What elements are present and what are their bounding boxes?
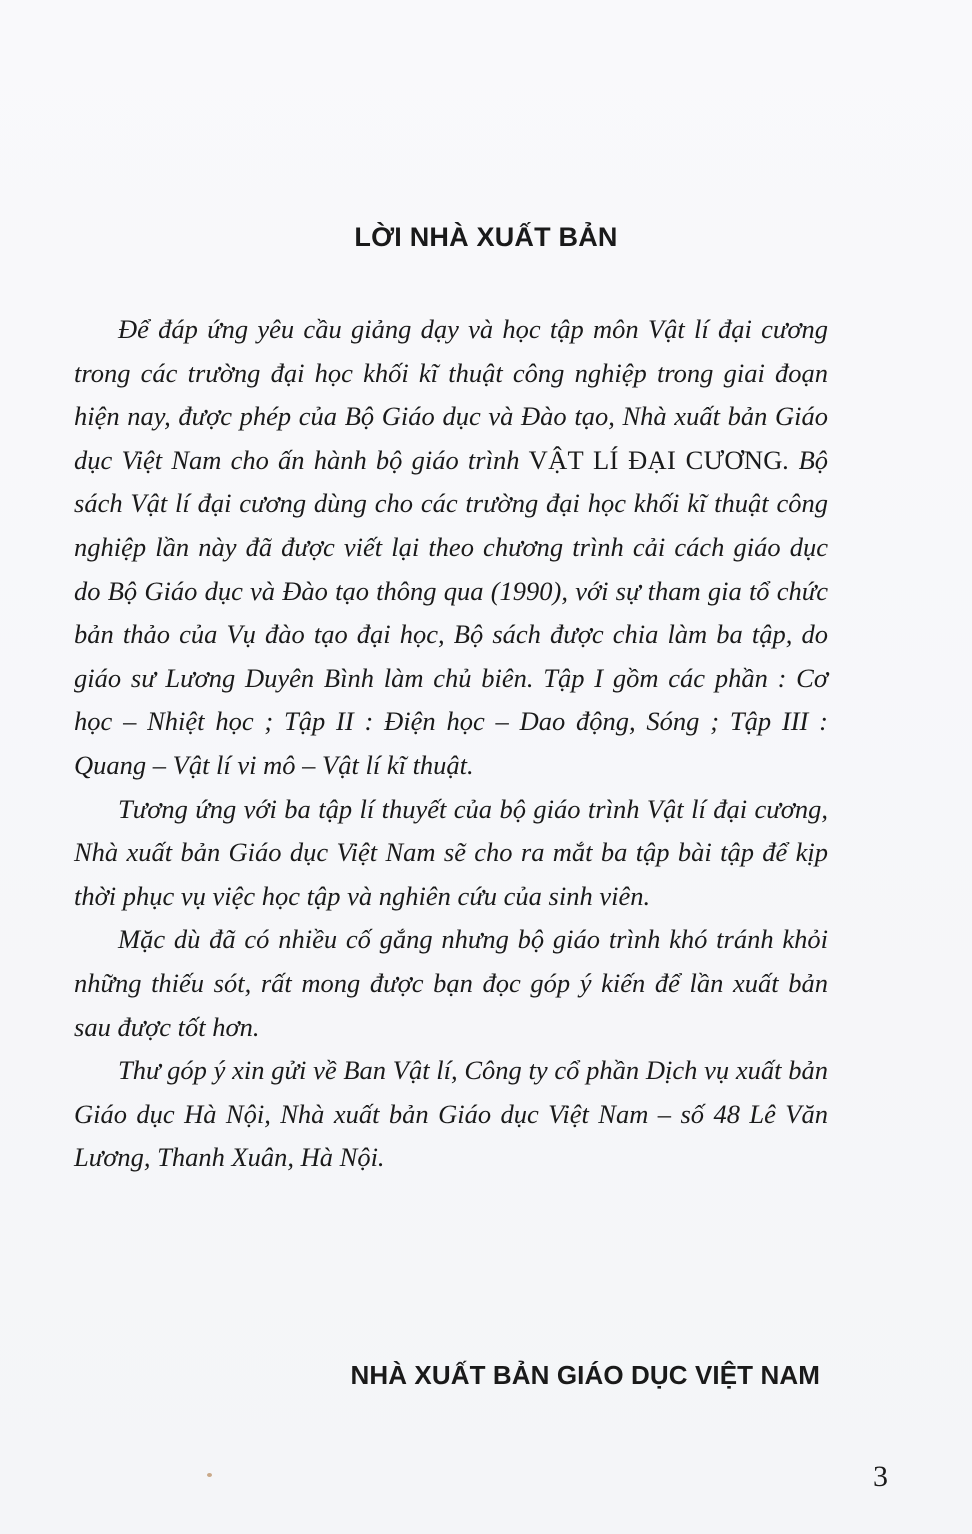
book-title: VẬT LÍ ĐẠI CƯƠNG	[528, 444, 783, 475]
paper-speck	[207, 1473, 212, 1477]
page-number: 3	[873, 1460, 888, 1493]
paragraph-intro-part-1: Để đáp ứng yêu cầu giảng dạy và học tập môn Vật lí đại cương trong các trường đại học khối kĩ thuật công nghiệp trong giai đoạn hiện nay, được phép của Bộ Giáo dục và Đào tạo, Nhà xuất bản Giáo dục Việt Nam cho ấn hành bộ giáo trình	[74, 314, 828, 475]
page-heading: LỜI NHÀ XUẤT BẢN	[354, 222, 618, 252]
paragraph-intro-part-2: . Bộ sách Vật lí đại cương dùng cho các trường đại học khối kĩ thuật công nghiệp lần này đã được viết lại theo chương trình cải cách giáo dục do Bộ Giáo dục và Đào tạo thông qua (1990), với sự tham gia tổ chức bản thảo của Vụ đào tạo đại học, Bộ sách được chia làm ba tập, do giáo sư Lương Duyên Bình làm chủ biên. Tập I gồm các phần : Cơ học – Nhiệt học ; Tập II : Điện học – Dao động, Sóng ; Tập III : Quang – Vật lí vi mô – Vật lí kĩ thuật.	[74, 444, 828, 780]
publisher-signature: NHÀ XUẤT BẢN GIÁO DỤC VIỆT NAM	[350, 1360, 820, 1390]
preface-body	[74, 308, 828, 1180]
paragraph-exercises: Tương ứng với ba tập lí thuyết của bộ giáo trình Vật lí đại cương, Nhà xuất bản Giáo dục Việt Nam sẽ cho ra mắt ba tập bài tập để kịp thời phục vụ việc học tập và nghiên cứu của sinh viên.	[74, 793, 828, 911]
paragraph-feedback: Mặc dù đã có nhiều cố gắng nhưng bộ giáo trình khó tránh khỏi những thiếu sót, rất mong được bạn đọc góp ý kiến để lần xuất bản sau được tốt hơn.	[74, 924, 828, 1042]
paragraph-intro	[74, 308, 828, 788]
paragraph-contact: Thư góp ý xin gửi về Ban Vật lí, Công ty cổ phần Dịch vụ xuất bản Giáo dục Hà Nội, Nhà xuất bản Giáo dục Việt Nam – số 48 Lê Văn Lương, Thanh Xuân, Hà Nội.	[74, 1055, 828, 1173]
